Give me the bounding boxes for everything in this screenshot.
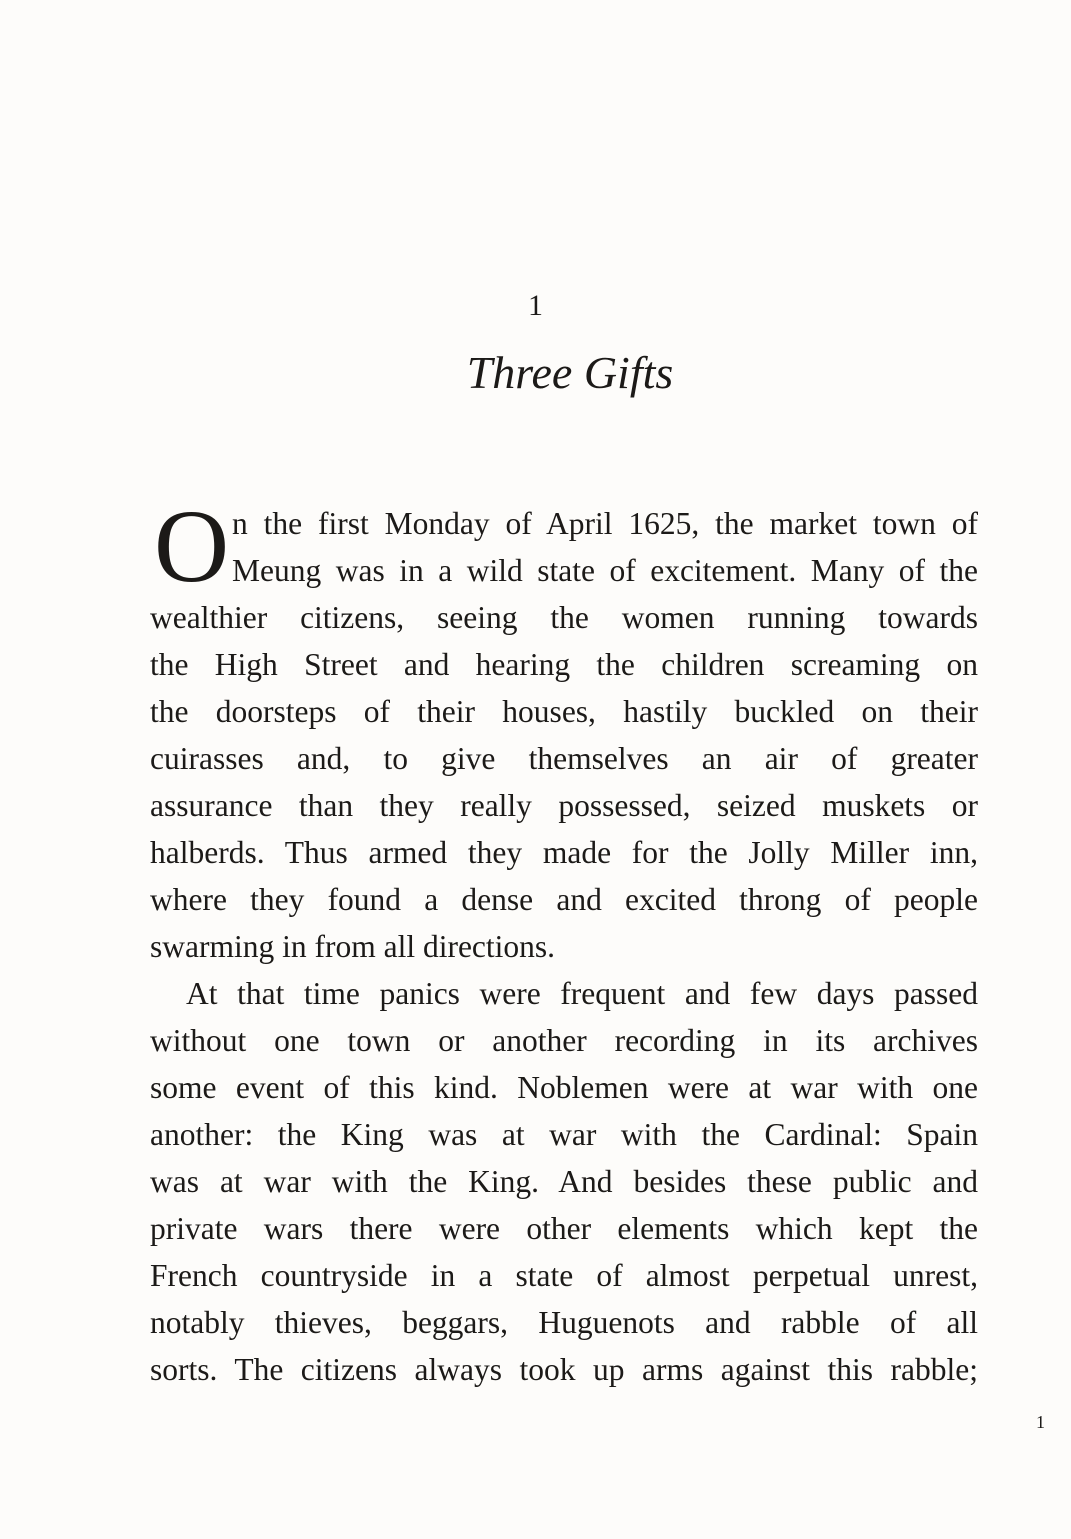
text-line: halberds. Thus armed they made for the Jolly Miller inn,	[150, 835, 978, 870]
text-line: notably thieves, beggars, Huguenots and rabble of all	[150, 1305, 978, 1340]
text-line: wealthier citizens, seeing the women running towards	[150, 600, 978, 635]
text-line: French countryside in a state of almost perpetual unrest,	[150, 1258, 978, 1293]
text-line: sorts. The citizens always took up arms against this rabble;	[150, 1352, 978, 1387]
text-line: the High Street and hearing the children screaming on	[150, 647, 978, 682]
text-line: swarming in from all directions.	[150, 929, 556, 964]
text-line: where they found a dense and excited throng of people	[150, 882, 978, 917]
text-line: private wars there were other elements which kept the	[150, 1211, 978, 1246]
chapter-title: Three Gifts	[466, 347, 674, 398]
text-line: the doorsteps of their houses, hastily buckled on their	[150, 694, 978, 729]
text-line: some event of this kind. Noblemen were at war with one	[150, 1070, 978, 1105]
drop-cap: O	[154, 489, 230, 604]
text-line: Meung was in a wild state of excitement. Many of the	[232, 553, 978, 588]
text-line: another: the King was at war with the Cardinal: Spain	[150, 1117, 978, 1152]
body-text	[150, 489, 978, 1393]
text-line: without one town or another recording in its archives	[150, 1023, 978, 1058]
text-line: assurance than they really possessed, seized muskets or	[150, 788, 978, 823]
text-line: was at war with the King. And besides these public and	[150, 1164, 978, 1199]
line-text: n the first Monday of April 1625, the market town of	[232, 506, 978, 541]
chapter-number: 1	[528, 289, 543, 322]
page-number: 1	[1036, 1412, 1045, 1432]
text-line: At that time panics were frequent and few days passed	[186, 976, 978, 1011]
text-line: cuirasses and, to give themselves an air of greater	[150, 741, 978, 776]
